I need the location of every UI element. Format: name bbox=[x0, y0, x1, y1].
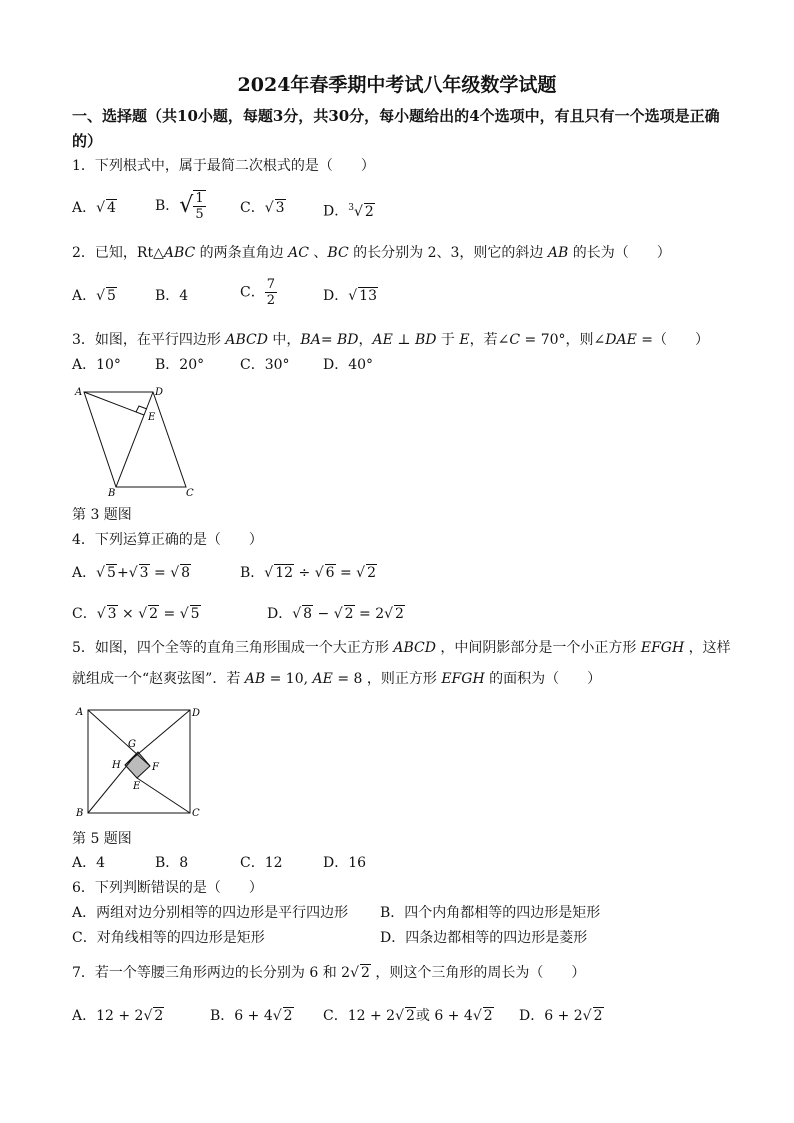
segment-ce bbox=[137, 778, 190, 813]
label-c: C bbox=[192, 808, 200, 819]
q5-option-c: C．12 bbox=[240, 855, 283, 871]
q5-option-a: A．4 bbox=[72, 855, 106, 871]
shaded-square-efgh bbox=[125, 752, 150, 778]
segment-ae bbox=[84, 392, 144, 415]
label-e: E bbox=[148, 412, 156, 423]
page-title: 2024年春季期中考试八年级数学试题 bbox=[237, 74, 557, 96]
q2-option-b: B．4 bbox=[155, 288, 189, 304]
question-5-line-1: 5．如图，四个全等的直角三角形围成一个大正方形 ABCD ，中间阴影部分是一个小正方形 EFGH ，这样 bbox=[72, 640, 731, 656]
q4-option-a: A．√ 5+√ 3 = √ 8 bbox=[72, 565, 191, 581]
label-b: B bbox=[76, 808, 84, 819]
q7-option-a: A．12 + 2√ 2 bbox=[72, 1008, 164, 1024]
q6-option-a: A．两组对边分别相等的四边形是平行四边形 bbox=[72, 905, 349, 921]
q2-option-c: C． $\frac{7}{2}$ bbox=[240, 277, 275, 308]
label-f: F bbox=[152, 762, 159, 773]
q3-option-c: C．30° bbox=[240, 357, 290, 373]
q4-option-d: D．√ 8 − √ 2 = 2√ 2 bbox=[267, 606, 404, 622]
q2-option-d: D．√ 13 bbox=[323, 288, 377, 304]
question-6-stem: 6．下列判断错误的是（ ） bbox=[72, 880, 263, 896]
label-d: D bbox=[192, 708, 201, 719]
q1-option-b: B．√ $\frac{1}{5}$ bbox=[155, 191, 204, 222]
q3-option-b: B．20° bbox=[155, 357, 205, 373]
q5-figure-caption: 第 5 题图 bbox=[72, 831, 132, 847]
question-3-stem: 3．如图，在平行四边形 ABCD 中，BA= BD，AE ⊥ BD 于 E，若∠C = 70°，则∠DAE =（ ） bbox=[72, 332, 709, 348]
label-h: H bbox=[112, 760, 121, 771]
q2-option-a: A．√ 5 bbox=[72, 288, 116, 304]
q3-parallelogram-figure bbox=[68, 382, 196, 498]
q3-option-d: D．40° bbox=[323, 357, 374, 373]
q7-option-b: B．6 + 4√ 2 bbox=[210, 1008, 293, 1024]
q6-option-d: D．四条边都相等的四边形是菱形 bbox=[380, 930, 588, 946]
label-a: A bbox=[76, 707, 84, 718]
q6-option-c: C．对角线相等的四边形是矩形 bbox=[72, 930, 265, 946]
q7-option-c: C．12 + 2√ 2或 6 + 4√ 2 bbox=[323, 1008, 493, 1024]
q1-option-a: A．√ 4 bbox=[72, 200, 116, 216]
question-1-stem: 1．下列根式中，属于最简二次根式的是（ ） bbox=[72, 158, 375, 174]
q4-option-b: B．√ 12 ÷ √ 6 = √ 2 bbox=[240, 565, 377, 581]
question-4-stem: 4．下列运算正确的是（ ） bbox=[72, 532, 263, 548]
label-a: A bbox=[75, 387, 83, 398]
question-5-line-2: 就组成一个“赵爽弦图”．若 AB = 10, AE = 8 ，则正方形 EFGH 的面积为（ ） bbox=[72, 671, 602, 687]
radicand: 4 bbox=[107, 200, 116, 216]
q5-option-d: D．16 bbox=[323, 855, 367, 871]
question-2-stem: 2．已知，Rt△ABC 的两条直角边 AC 、BC 的长分别为 2、3，则它的斜边 AB 的长为（ ） bbox=[72, 245, 671, 261]
q1-option-d: D．$^3$√ 2 bbox=[323, 203, 374, 220]
question-7-stem: 7．若一个等腰三角形两边的长分别为 6 和 2√ 2 ，则这个三角形的周长为（ ） bbox=[72, 965, 586, 981]
label-g: G bbox=[128, 739, 136, 750]
q3-figure-caption: 第 3 题图 bbox=[72, 507, 132, 523]
label-c: C bbox=[186, 488, 194, 498]
q4-option-c: C．√ 3 × √ 2 = √ 5 bbox=[72, 606, 200, 622]
q5-zhao-shuang-diagram bbox=[70, 702, 205, 824]
segment-af bbox=[88, 710, 150, 766]
section-heading: 一、选择题（共10小题，每题3分，共30分，每小题给出的4个选项中，有且只有一个选项是正确的） bbox=[72, 107, 720, 150]
q3-option-a: A．10° bbox=[72, 357, 121, 373]
q5-option-b: B．8 bbox=[155, 855, 189, 871]
label-e: E bbox=[133, 781, 141, 792]
q1-option-c: C．√ 3 bbox=[240, 200, 285, 216]
label-b: B bbox=[108, 488, 116, 498]
q7-option-d: D．6 + 2√ 2 bbox=[519, 1008, 603, 1024]
q6-option-b: B．四个内角都相等的四边形是矩形 bbox=[380, 905, 601, 921]
label-d: D bbox=[155, 387, 164, 398]
